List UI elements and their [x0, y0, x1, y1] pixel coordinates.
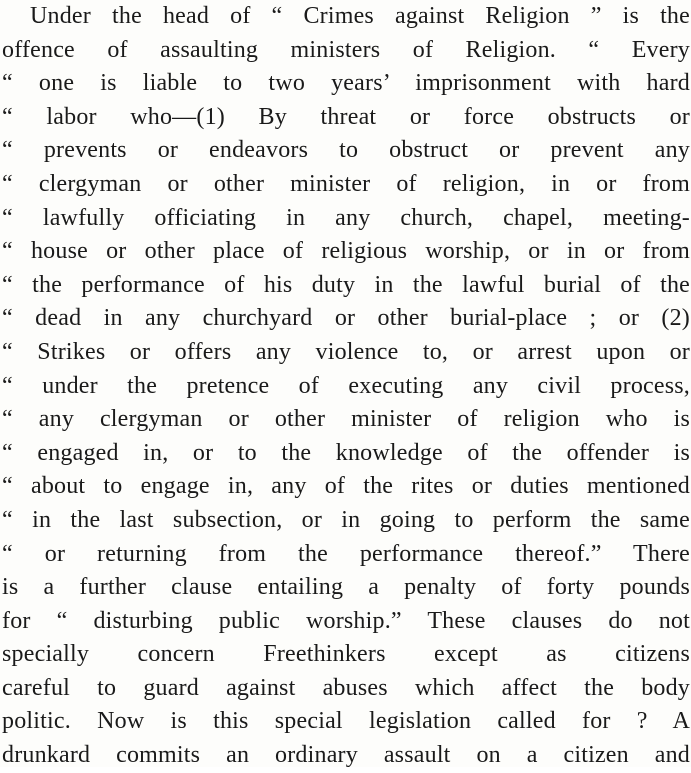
text-line: specially concern Freethinkers except as citizens [2, 641, 690, 668]
text-line: “ about to engage in, any of the rites or duties mentioned [2, 473, 690, 500]
text-line: “ labor who—(1) By threat or force obstructs or [2, 103, 690, 130]
text-line: for “ disturbing public worship.” These clauses do not [2, 607, 690, 634]
text-line: “ in the last subsection, or in going to perform the same [2, 506, 690, 533]
text-line: drunkard commits an ordinary assault on a citizen and [2, 742, 690, 769]
text-line: “ house or other place of religious worship, or in or from [2, 238, 690, 265]
text-line: “ the performance of his duty in the lawful burial of the [2, 271, 690, 298]
text-line: “ lawfully officiating in any church, chapel, meeting- [2, 204, 690, 231]
text-line: “ or returning from the performance thereof.” There [2, 540, 690, 567]
text-line: careful to guard against abuses which affect the body [2, 674, 690, 701]
text-line: is a further clause entailing a penalty of forty pounds [2, 574, 690, 601]
text-line: “ Strikes or offers any violence to, or arrest upon or [2, 338, 690, 365]
text-line: offence of assaulting ministers of Religion. “ Every [2, 36, 690, 63]
text-line: “ any clergyman or other minister of religion who is [2, 406, 690, 433]
text-line: politic. Now is this special legislation called for ? A [2, 708, 690, 735]
text-line: “ dead in any churchyard or other burial-place ; or (2) [2, 305, 690, 332]
text-line: Under the head of “ Crimes against Religion ” is the [30, 3, 690, 29]
body-text [2, 0, 690, 773]
text-line: “ under the pretence of executing any civil process, [2, 372, 690, 399]
text-line: “ one is liable to two years’ imprisonment with hard [2, 70, 690, 97]
text-line: “ clergyman or other minister of religion, in or from [2, 170, 690, 197]
text-line: “ prevents or endeavors to obstruct or prevent any [2, 137, 690, 164]
text-line: “ engaged in, or to the knowledge of the offender is [2, 439, 690, 466]
